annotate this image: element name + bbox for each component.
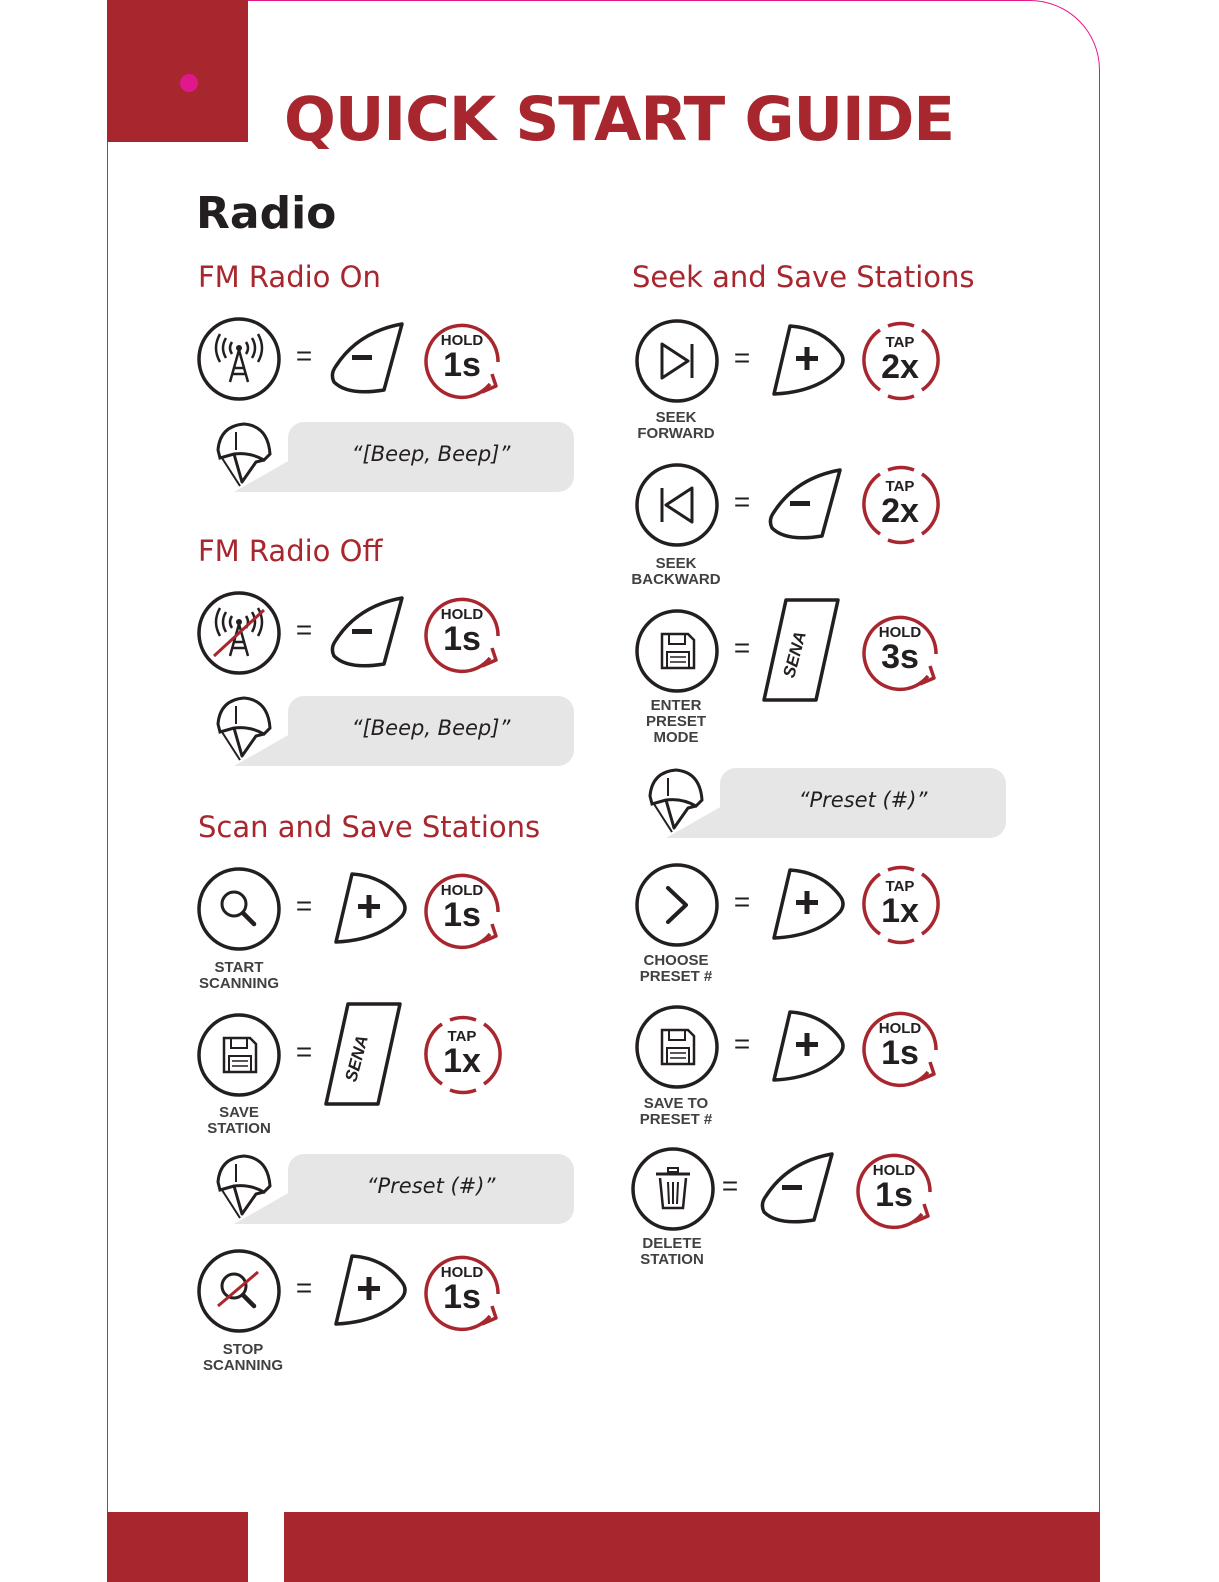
action-value: 1s [443, 896, 481, 934]
seek-forward-row [634, 318, 954, 418]
equals-sign: = [733, 886, 751, 917]
equals-sign: = [733, 632, 751, 663]
caption-line: PRESET [645, 713, 706, 730]
action-value: 1s [443, 620, 481, 658]
fm-radio-icon [196, 316, 282, 402]
trash-icon [630, 1146, 716, 1232]
save-preset-row [634, 1004, 954, 1104]
action-value: 1x [443, 1042, 481, 1080]
action-value: 2x [881, 348, 919, 386]
caption-line: SCANNING [198, 975, 279, 992]
sena-button [762, 594, 842, 706]
equals-sign: = [733, 486, 751, 517]
voice-bubble [288, 696, 574, 766]
action-type: HOLD [878, 1020, 922, 1037]
plus-button [328, 866, 410, 952]
action-type: HOLD [440, 332, 484, 349]
hold-action-badge [424, 1248, 508, 1334]
footer-bar-right [284, 1512, 1100, 1582]
caption-line: SEEK [655, 555, 697, 572]
stop-scanning-caption [178, 1342, 308, 1374]
floppy-disk-icon [634, 1004, 720, 1090]
section-title: Radio [196, 188, 337, 239]
voice-bubble [288, 1154, 574, 1224]
seek-backward-caption [611, 556, 741, 588]
chevron-right-icon [634, 862, 720, 948]
caption-line: DELETE [642, 1235, 702, 1252]
plus-button [766, 862, 848, 948]
hold-action-badge [424, 866, 508, 952]
start-scanning-caption [174, 960, 304, 992]
equals-sign: = [295, 1272, 313, 1303]
seek-backward-row [634, 462, 954, 562]
hold-action-badge [424, 590, 508, 676]
minus-button [766, 462, 848, 548]
voice-prompt-text: “[Beep, Beep]” [351, 716, 511, 740]
voice-prompt-text: “Preset (#)” [798, 788, 928, 812]
save-station-caption [174, 1105, 304, 1137]
caption-line: CHOOSE [643, 952, 709, 969]
search-off-icon [196, 1248, 282, 1334]
voice-prompt-text: “[Beep, Beep]” [351, 442, 511, 466]
caption-line: SAVE [219, 1104, 259, 1121]
equals-sign: = [295, 1036, 313, 1067]
action-type: TAP [885, 478, 915, 495]
action-type: HOLD [440, 606, 484, 623]
footer-bar-left [107, 1512, 248, 1582]
equals-sign: = [295, 340, 313, 371]
equals-sign: = [721, 1170, 739, 1201]
voice-bubble [288, 422, 574, 492]
floppy-disk-icon [634, 608, 720, 694]
voice-prompt-row [212, 420, 574, 500]
plus-button [766, 1004, 848, 1090]
minus-button [328, 590, 410, 676]
save-station-row [196, 1012, 516, 1112]
minus-button [328, 316, 410, 402]
preset-mode-row [634, 608, 954, 708]
delete-station-row [630, 1146, 950, 1246]
action-type: HOLD [440, 882, 484, 899]
equals-sign: = [295, 614, 313, 645]
caption-line: FORWARD [637, 425, 715, 442]
guide-title: QUICK START GUIDE [284, 84, 955, 155]
delete-station-caption [607, 1236, 737, 1268]
preset-mode-caption [611, 698, 741, 746]
fm-radio-off-icon [196, 590, 282, 676]
plus-button [328, 1248, 410, 1334]
voice-prompt-row [212, 1152, 574, 1232]
action-type: TAP [447, 1028, 477, 1045]
voice-prompt-row [212, 694, 574, 774]
sena-button [324, 998, 404, 1110]
equals-sign: = [733, 1028, 751, 1059]
seek-forward-icon [634, 318, 720, 404]
minus-button [758, 1146, 840, 1232]
start-scanning-row [196, 866, 516, 966]
equals-sign: = [295, 890, 313, 921]
choose-preset-caption [611, 953, 741, 985]
seek-save-title: Seek and Save Stations [632, 260, 975, 294]
action-value: 1s [443, 346, 481, 384]
voice-prompt-row [644, 766, 1006, 846]
caption-line: BACKWARD [631, 571, 721, 588]
plus-button [766, 318, 848, 404]
caption-line: SEEK [655, 409, 697, 426]
choose-preset-row [634, 862, 954, 962]
fm-radio-off-title: FM Radio Off [198, 534, 383, 568]
action-value: 1x [881, 892, 919, 930]
action-value: 1s [881, 1034, 919, 1072]
action-value: 1s [875, 1176, 913, 1214]
voice-bubble [720, 768, 1006, 838]
action-value: 3s [881, 638, 919, 676]
caption-line: PRESET # [639, 968, 713, 985]
tap-action-badge [862, 318, 946, 404]
fm-radio-off-row [196, 590, 516, 690]
caption-line: START [214, 959, 264, 976]
caption-line: SCANNING [202, 1357, 283, 1374]
action-type: HOLD [872, 1162, 916, 1179]
corner-block [107, 0, 248, 142]
scan-save-title: Scan and Save Stations [198, 810, 541, 844]
caption-line: SAVE TO [643, 1095, 709, 1112]
equals-sign: = [733, 342, 751, 373]
action-type: TAP [885, 878, 915, 895]
hold-action-badge [862, 1004, 946, 1090]
search-icon [196, 866, 282, 952]
hold-action-badge [424, 316, 508, 402]
hold-action-badge [862, 608, 946, 694]
caption-line: STATION [207, 1120, 271, 1137]
tap-action-badge [862, 862, 946, 948]
caption-line: STOP [222, 1341, 264, 1358]
stop-scanning-row [196, 1248, 516, 1348]
caption-line: STATION [640, 1251, 704, 1268]
save-preset-caption [611, 1096, 741, 1128]
caption-line: ENTER [650, 697, 702, 714]
caption-line: PRESET # [639, 1111, 713, 1128]
registration-dot [180, 74, 198, 92]
caption-line: MODE [653, 729, 699, 746]
action-value: 2x [881, 492, 919, 530]
tap-action-badge [424, 1012, 508, 1098]
fm-radio-on-row [196, 316, 516, 416]
hold-action-badge [856, 1146, 940, 1232]
tap-action-badge [862, 462, 946, 548]
action-type: HOLD [440, 1264, 484, 1281]
action-value: 1s [443, 1278, 481, 1316]
fm-radio-on-title: FM Radio On [198, 260, 381, 294]
action-type: TAP [885, 334, 915, 351]
action-type: HOLD [878, 624, 922, 641]
floppy-disk-icon [196, 1012, 282, 1098]
seek-forward-caption [611, 410, 741, 442]
voice-prompt-text: “Preset (#)” [366, 1174, 496, 1198]
seek-backward-icon [634, 462, 720, 548]
